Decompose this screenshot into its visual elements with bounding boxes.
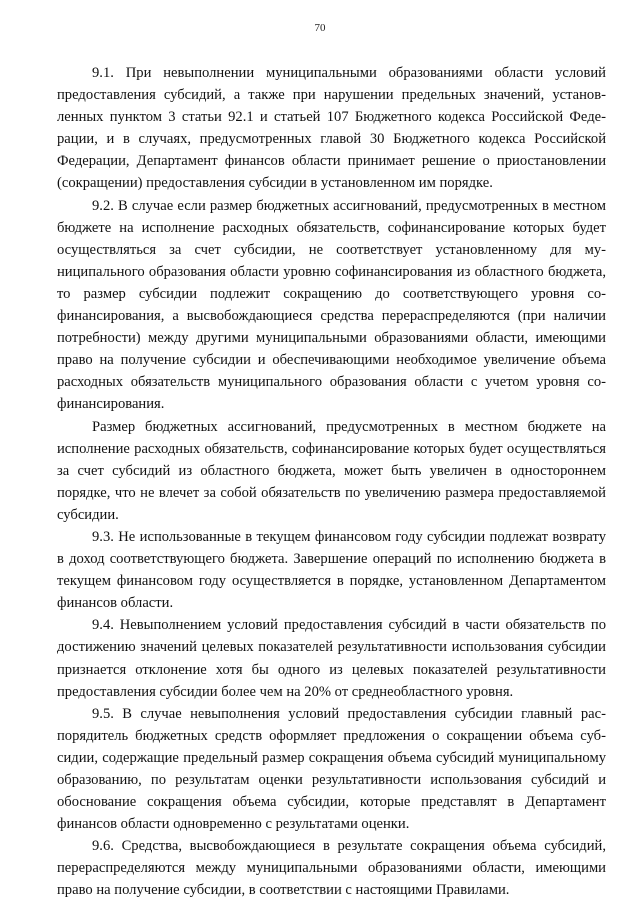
- paragraph-9-3: 9.3. Не использованные в текущем финансовом году субсидии подлежат возврату в доход соответствующего бюджета. Завершение операций по исполнению бюджета в текущем финансовом году осуществляется в порядке, установленном Департаментом финансов области.: [57, 528, 606, 612]
- paragraph-9-6: 9.6. Средства, высвобождающиеся в результате сокращения объема субсидий, перераспределяются между муниципальными образованиями области, имеющими право на получение субсидии, в соответствии с настоящими Правилами.: [57, 838, 606, 899]
- page-number: 70: [314, 22, 326, 34]
- paragraph-9-1: 9.1. При невыполнении муниципальными образованиями области условий предоставления субсидий, а также при нарушении предельных значений, установленных пунктом 3 статьи 92.1 и статьей 107 Бюджетного кодекса Российской Федерации, и в случаях, предусмотренных главой 30 Бюджетного кодекса Российской Федерации, Департамент финансов области принимает решение о приостановлении (сокращении) предоставления субсидии в установленном им порядке.: [57, 65, 606, 192]
- document-body: [57, 62, 606, 902]
- paragraph-9-2: 9.2. В случае если размер бюджетных ассигнований, предусмотренных в местном бюджете на исполнение расходных обязательств, софинансирование которых будет осуществляться за счет субсидии, не соответствует установленному для муниципального образования области уровню софинансирования из областного бюджета, то размер субсидии подлежит сокращению до соответствующего уровня софинансирования, а высвобождающиеся средства перераспределяются (при наличии потребности) между другими муниципальными образованиями области, имеющими право на получение субсидии и обеспечивающими необходимое увеличение объема расходных обязательств муниципального образования области с учетом уровня софинансирования.: [57, 197, 606, 413]
- paragraph-9-4: 9.4. Невыполнением условий предоставления субсидий в части обязательств по достижению значений целевых показателей результативности использования субсидии признается отклонение хотя бы одного из целевых показателей результативности предоставления субсидии более чем на 20% от среднеобластного уровня.: [57, 617, 606, 700]
- paragraph-9-5: 9.5. В случае невыполнения условий предоставления субсидии главный распорядитель бюджетных средств оформляет предложения о сокращении объема субсидии, содержащие предельный размер сокращения объема субсидий муниципальному образованию, по результатам оценки результативности использования субсидий и обоснование сокращения объема субсидии, которые представлят в Департамент финансов области одновременно с результатами оценки.: [57, 705, 606, 833]
- paragraph-budget-allocation: Размер бюджетных ассигнований, предусмотренных в местном бюджете на исполнение расходных обязательств, софинансирование которых будет осуществляться за счет субсидий из областного бюджета, может быть увеличен в одностороннем порядке, что не влечет за собой обязательств по увеличению размера предоставляемой субсидии.: [57, 418, 606, 523]
